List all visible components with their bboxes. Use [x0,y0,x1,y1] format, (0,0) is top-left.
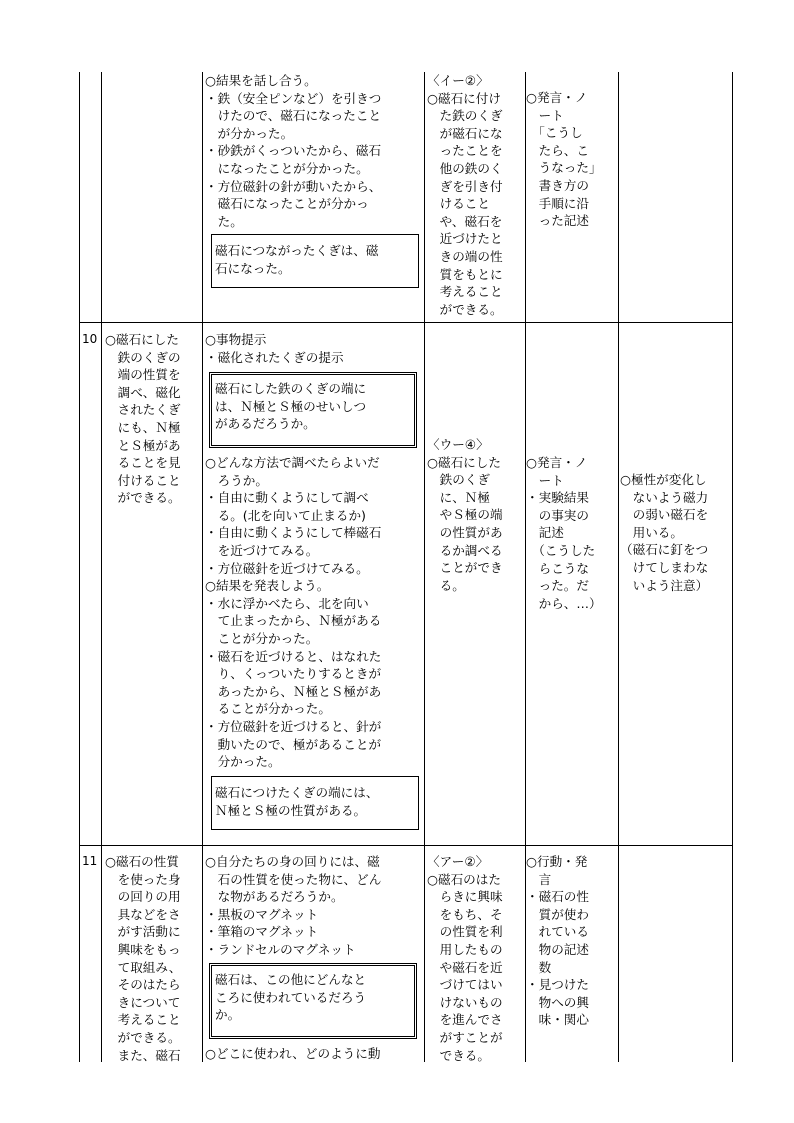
row-line-2 [79,845,733,846]
row11-number: 11 [82,854,98,868]
row0-activity: ○結果を話し合う。 ・鉄（安全ピンなど）を引きつ けたので、磁石になったこと が分かった。 ・砂鉄がくっついたから、磁石 になったことが分かった。 ・方位磁針の針が動いたから、 磁石になったことが分かっ た。 [205,73,382,229]
row10-goal: ○磁石にした 鉄のくぎの 端の性質を 調べ、磁化 されたくぎ にも、Ｎ極 とＳ極があ ることを見 付けること ができる。 [105,332,181,506]
row11-goal: ○磁石の性質 を使った身 の回りの用 具などをさ がす活動に 興味をもっ て取組み、 そのはたら きについて 考えること ができる。 また、磁石 [105,854,182,1063]
row-line-1 [79,322,733,323]
row0-eval-point: 〈イー②〉 ○磁石に付け た鉄のくぎ が磁石にな ったことを 他の鉄のく ぎを引き付 けること や、磁石を 近づけたと きの端の性 質をもとに 考えること ができる。 [427,73,503,317]
col-line-activity [424,72,425,1062]
row11-problem-text: 磁石は、この他にどんなと ころに使われているだろう か。 [215,972,367,1023]
row0-eval-method: ○発言・ノ ート 「こうし たら、こ うなった」 書き方の 手順に沿 った記述 [526,90,602,229]
col-line-left [79,72,80,1062]
col-line-goal [202,72,203,1062]
row10-activity-b: ○どんな方法で調べたらよいだ ろうか。 ・自由に動くようにして調べ る。(北を向いて止まるか) ・自由に動くようにして棒磁石 を近づけてみる。 ・方位磁針を近づけてみる。 ○結果を発表しよう。 ・水に浮かべたら、北を向い て止まったから、Ｎ極がある ことが分かった。 ・磁石を近づけると、はなれた り、くっついたりするときが あったから、Ｎ極とＳ極があ ることが分かった。 ・方位磁針を近づけると、針が 動いたので、極があることが 分かった。 [205,455,382,770]
col-line-eval-method [618,72,619,1062]
row11-eval-point: 〈アー②〉 ○磁石のはた らきに興味 をもち、そ の性質を利 用したもの や磁石を近 づけてはい けないもの を進んでさ がすことが できる。 [427,854,503,1063]
row10-eval-point: 〈ウー④〉 ○磁石にした 鉄のくぎ に、Ｎ極 やＳ極の端 の性質があ るか調べる ことができ る。 [427,437,503,593]
lesson-plan-table [79,72,733,1062]
row10-notes: ○極性が変化し ないよう磁力 の弱い磁石を 用いる。 （磁石に釘をつ けてしまわな いよう注意） [620,472,709,593]
row10-problem-text: 磁石にした鉄のくぎの端に は、Ｎ極とＳ極のせいしつ があるだろうか。 [215,381,367,432]
row10-summary-text: 磁石につけたくぎの端には、 Ｎ極とＳ極の性質がある。 [215,785,379,818]
row11-eval-method: ○行動・発 言 ・磁石の性 質が使わ れている 物の記述 数 ・見つけた 物への興 味・関心 [526,854,589,1028]
row10-activity-a: ○事物提示 ・磁化されたくぎの提示 [205,332,344,365]
row11-activity-a: ○自分たちの身の回りには、磁 石の性質を使った物に、どん な物があるだろうか。 ・黒板のマグネット ・筆箱のマグネット ・ランドセルのマグネット [205,854,382,957]
col-line-right [732,72,733,1062]
row10-number: 10 [82,332,98,346]
row10-eval-method: ○発言・ノ ート ・実験結果 の事実の 記述 （こうした らこうな った。だ から、…） [526,455,602,611]
col-line-num [101,72,102,1062]
row11-activity-b: ○どこに使われ、どのように動 [205,1046,381,1061]
row0-summary-text: 磁石につながったくぎは、磁 石になった。 [215,243,379,276]
